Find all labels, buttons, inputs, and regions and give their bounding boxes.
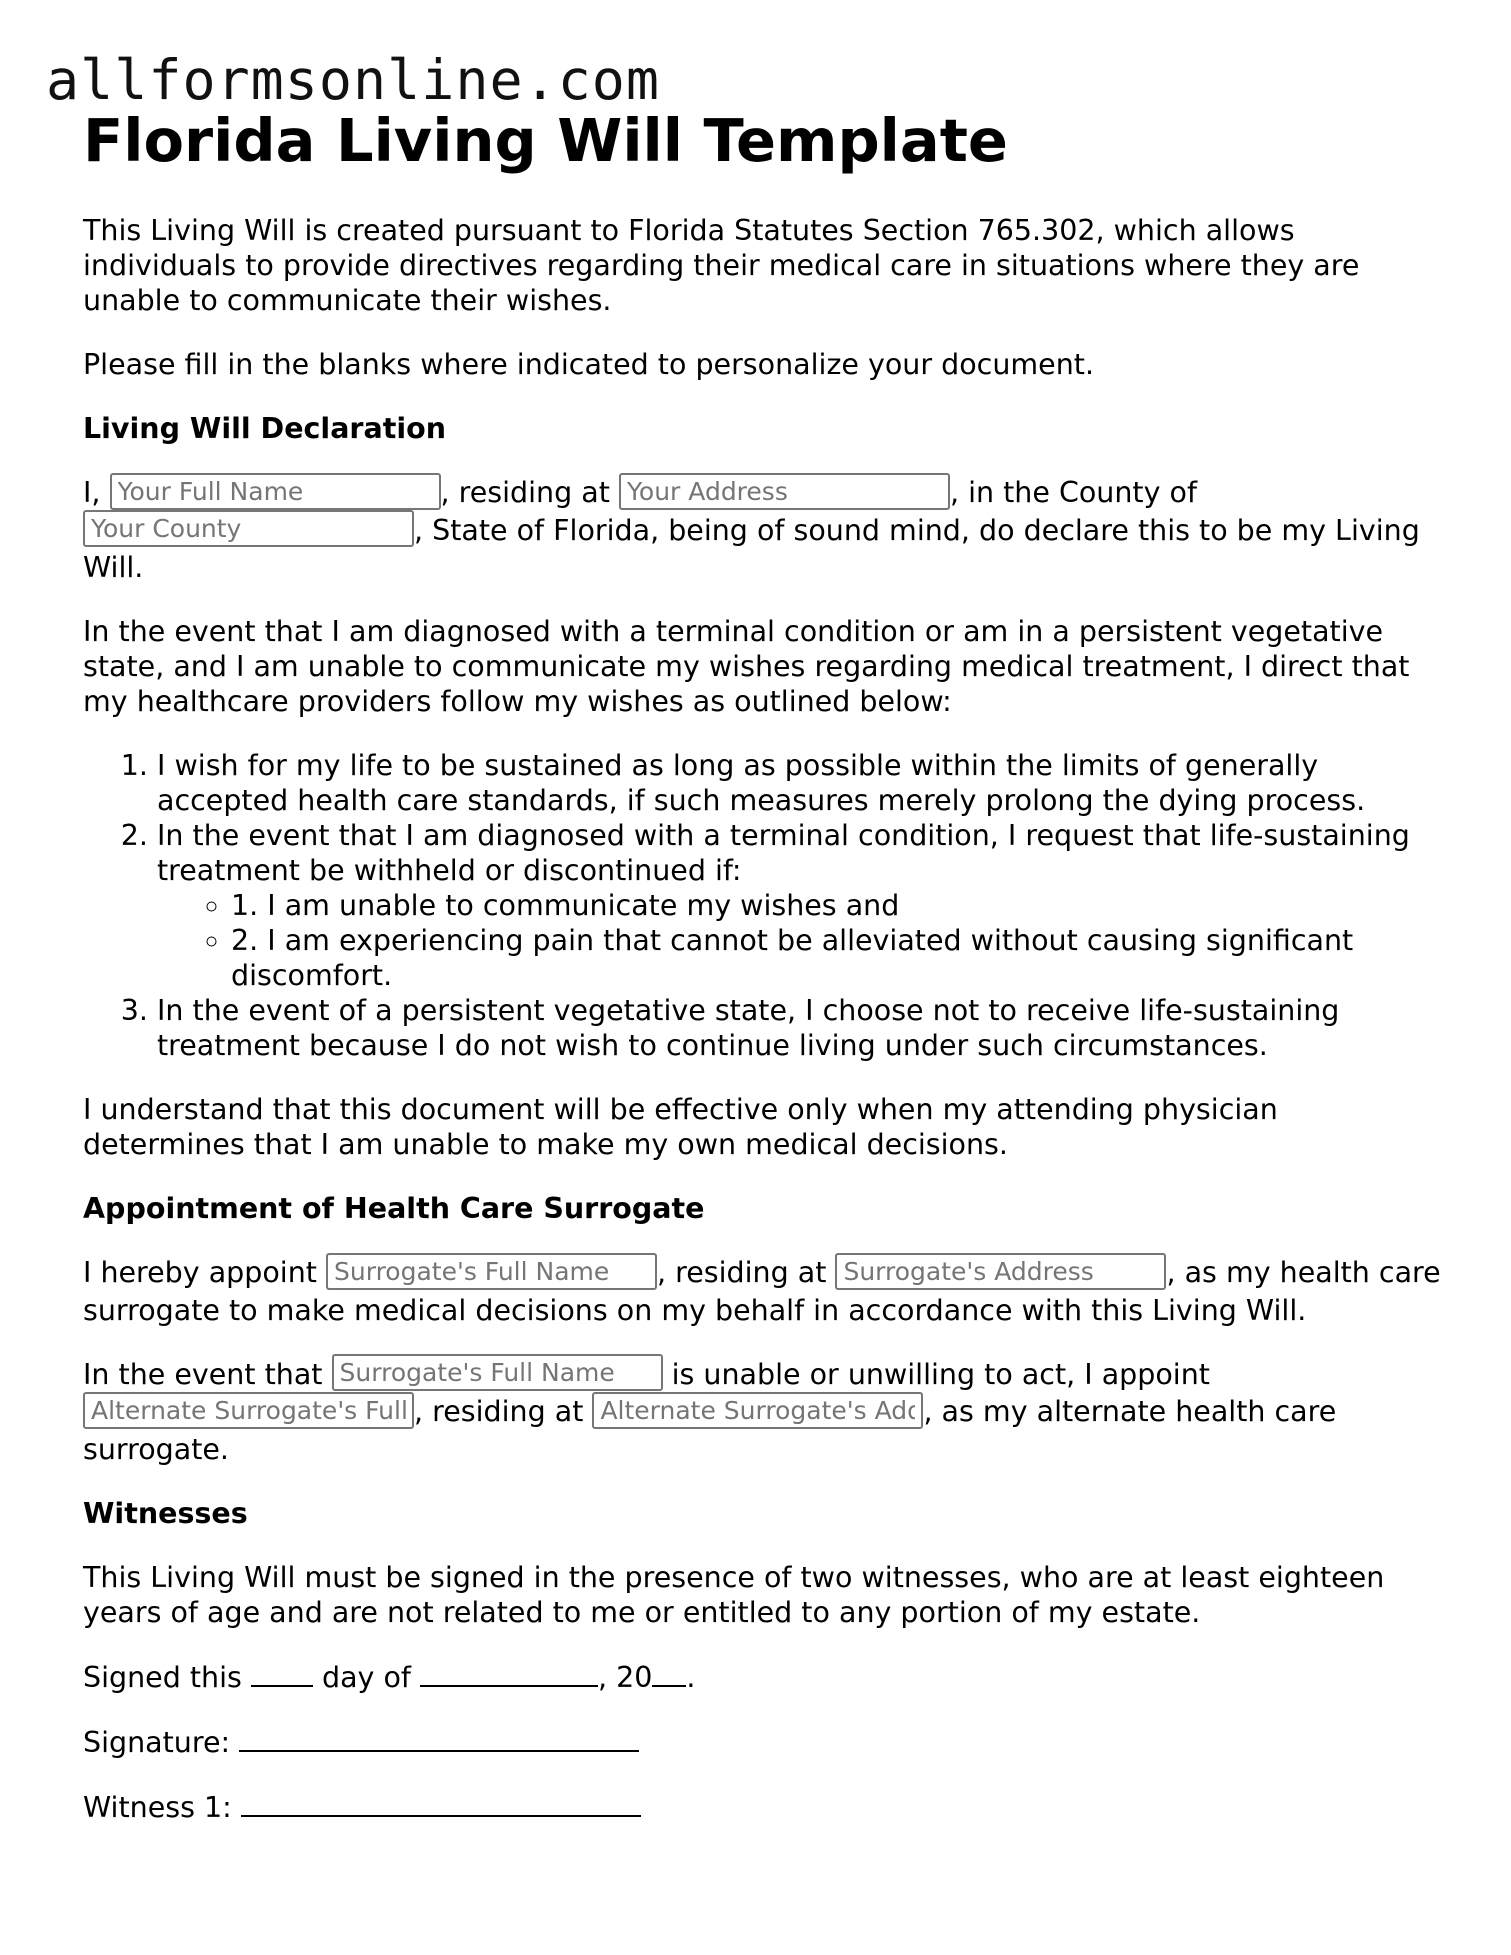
sub-conditions-list xyxy=(157,888,1443,993)
declaration-heading: Living Will Declaration xyxy=(83,412,446,445)
year-suffix: . xyxy=(686,1660,696,1694)
wishes-list xyxy=(83,748,1443,1063)
surrogate-text-appoint: I hereby appoint xyxy=(83,1256,317,1289)
witness1-line xyxy=(83,1789,1443,1825)
wish-text: In the event of a persistent vegetative state, I choose not to receive life-sustaining treatment because I do not wish to continue living under such circumstances. xyxy=(157,994,1340,1062)
signature-blank[interactable] xyxy=(239,1724,639,1752)
document-title: Florida Living Will Template xyxy=(83,106,1008,175)
declaration-text-residing: , residing at xyxy=(440,476,610,509)
address-field[interactable] xyxy=(619,473,950,510)
county-field[interactable] xyxy=(83,510,414,547)
signature-line xyxy=(83,1724,1443,1760)
alternate-surrogate-address-field[interactable] xyxy=(592,1392,923,1429)
witness1-label: Witness 1: xyxy=(83,1790,232,1824)
site-watermark: allformsonline.com xyxy=(46,48,661,112)
signed-date-line xyxy=(83,1659,1443,1695)
alternate-surrogate-name-field[interactable] xyxy=(83,1392,414,1429)
day-of-label: day of xyxy=(321,1660,411,1694)
month-blank[interactable] xyxy=(420,1659,598,1687)
sub-condition-item: ◦ 1. I am unable to communicate my wishes and xyxy=(231,888,1443,923)
declaration-text-county-of: , in the County of xyxy=(949,476,1197,509)
declaration-text-i: I, xyxy=(83,476,101,509)
alternate-text-event: In the event that xyxy=(83,1357,323,1391)
wish-item-3 xyxy=(157,993,1443,1063)
instructions-paragraph: Please fill in the blanks where indicated to personalize your document. xyxy=(83,348,1094,381)
witnesses-requirement: This Living Will must be signed in the presence of two witnesses, who are at least eighteen years of age and are not related to me or entitled to any portion of my estate. xyxy=(83,1560,1385,1629)
surrogate-address-field[interactable] xyxy=(835,1253,1166,1290)
wish-text: In the event that I am diagnosed with a terminal condition, I request that life-sustaining treatment be withheld or discontinued if: xyxy=(157,819,1410,887)
event-paragraph: In the event that I am diagnosed with a terminal condition or am in a persistent vegetative state, and I am unable to communicate my wishes regarding medical treatment, I direct that my healthcare providers follow my wishes as outlined below: xyxy=(83,615,1410,718)
declaration-text-state: , State of Florida, being of sound mind, do declare this to be my Living Will. xyxy=(83,513,1420,584)
signature-label: Signature: xyxy=(83,1725,231,1759)
year-blank[interactable] xyxy=(652,1659,686,1687)
effective-paragraph: I understand that this document will be effective only when my attending physician determines that I am unable to make my own medical decisions. xyxy=(83,1093,1278,1161)
year-prefix: , 20 xyxy=(598,1660,653,1694)
alternate-text-unable: is unable or unwilling to act, I appoint xyxy=(671,1357,1210,1391)
alternate-text-residing: , residing at xyxy=(414,1395,584,1428)
surrogate-name-field-2[interactable] xyxy=(332,1354,663,1391)
surrogate-name-field[interactable] xyxy=(326,1253,657,1290)
witnesses-heading: Witnesses xyxy=(83,1496,248,1530)
surrogate-text-residing: , residing at xyxy=(657,1256,827,1289)
intro-paragraph: This Living Will is created pursuant to Florida Statutes Section 765.302, which allows individuals to provide directives regarding their medical care in situations where they are unable to communicate their wishes. xyxy=(83,214,1360,317)
signed-this-label: Signed this xyxy=(83,1660,242,1694)
alternate-text-closing: , as my alternate health care surrogate. xyxy=(83,1395,1337,1466)
sub-condition-item: ◦ 2. I am experiencing pain that cannot be alleviated without causing significant discomfort. xyxy=(231,923,1443,993)
surrogate-heading: Appointment of Health Care Surrogate xyxy=(83,1192,705,1225)
surrogate-text-health-care: , as my health care surrogate to make medical decisions on my behalf in accordance with this Living Will. xyxy=(83,1256,1441,1327)
wish-item-2 xyxy=(157,818,1443,993)
full-name-field[interactable] xyxy=(110,473,441,510)
alternate-surrogate-paragraph xyxy=(83,1357,1443,1467)
document-body xyxy=(83,105,1443,1854)
surrogate-paragraph xyxy=(83,1255,1443,1328)
wish-item-1 xyxy=(157,748,1443,818)
witness1-blank[interactable] xyxy=(241,1789,641,1817)
day-blank[interactable] xyxy=(251,1659,313,1687)
wish-text: I wish for my life to be sustained as long as possible within the limits of generally accepted health care standards, if such measures merely prolong the dying process. xyxy=(157,749,1366,817)
declaration-paragraph xyxy=(83,475,1443,585)
